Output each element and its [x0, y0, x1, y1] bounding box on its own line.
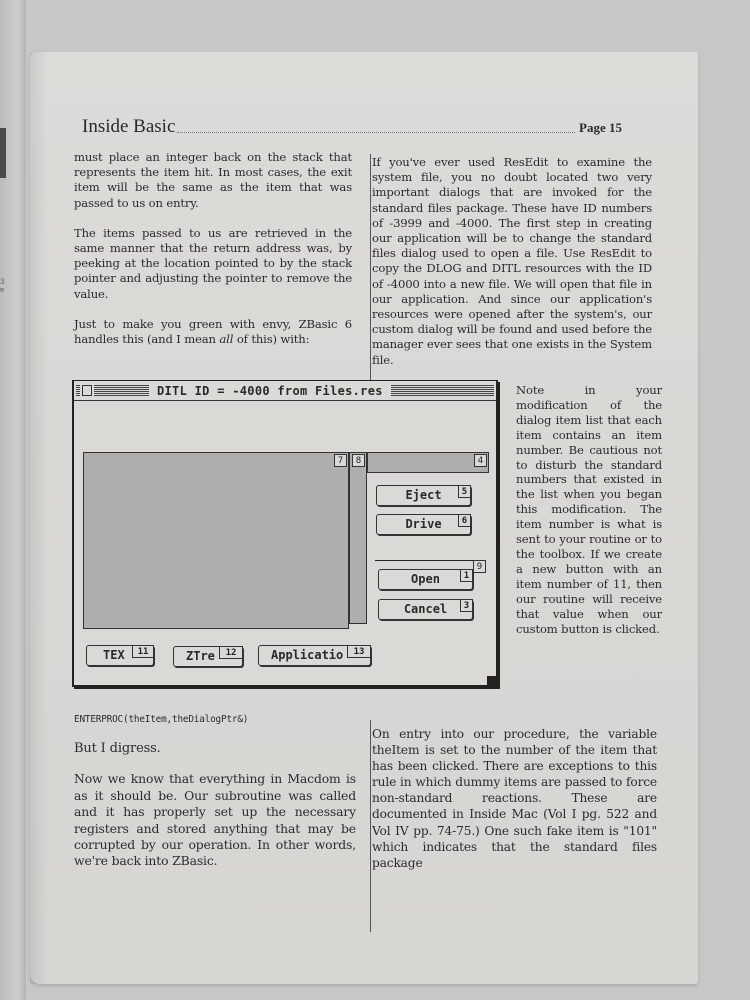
cancel-button: Cancel 3 [378, 599, 473, 620]
window-titlebar [74, 381, 496, 401]
file-list-item [83, 452, 349, 629]
item-number: 9 [473, 560, 486, 573]
popup-menu-item [367, 452, 489, 473]
item-number: 12 [219, 646, 243, 659]
item-number: 11 [132, 645, 154, 658]
note-column [516, 383, 662, 651]
paragraph: On entry into our procedure, the variable theItem is set to the number of the item that has been clicked. There are exceptions to this rule in which dummy items are passed to force non-standard reactions. These are documented in Inside Mac (Vol I pg. 522 and Vol IV pp. 74-75.) One such fake item is "101" which indicates that the standard files package [372, 727, 657, 870]
titlebar-stripes [391, 385, 494, 396]
item-number: 6 [458, 514, 471, 527]
paragraph: Now we know that everything in Macdom is as it should be. Our subroutine was called and it has properly set up the necessary registers and stored anything that may be corrupted by our operation. In other words, we're back into ZBasic. [74, 771, 356, 869]
item-number: 5 [458, 485, 471, 498]
header-dotted-rule [177, 132, 575, 133]
left-column-bottom [74, 712, 356, 885]
window-title: DITL ID = -4000 from Files.res [157, 383, 383, 398]
ditl-dialog-figure [72, 380, 498, 687]
item-number: 1 [460, 569, 473, 582]
adjacent-page-edge [0, 0, 26, 1000]
eject-button: Eject 5 [376, 485, 471, 506]
adjacent-page-mark [0, 128, 6, 178]
scroll-bar-item [349, 452, 367, 624]
page-number: Page 15 [579, 120, 622, 135]
open-button: Open 1 [378, 569, 473, 590]
paragraph: If you've ever used ResEdit to examine the system file, you no doubt located two very important dialogs that are invoked for the standard files package. These have ID numbers of -3999 and -4000. The first step in creating our application will be to change the standard files dialog used to open a file. Use ResEdit to copy the DLOG and DITL resources with the ID of -4000 into a new file. We will open that file in our application. And since our application's resources were opened after the system's, our custom dialog will be found and used before the manager ever sees that one exists in the System file. [372, 155, 652, 367]
titlebar-stripes [76, 385, 80, 396]
separator-line [375, 560, 473, 561]
aside-text: But I digress. [74, 741, 161, 757]
page-title: Inside Basic [82, 116, 176, 137]
paragraph: The items passed to us are retrieved in the same manner that the return address was, by peeking at the location pointed to by the stack pointer and adjusting the pointer to remove the value. [74, 225, 352, 301]
paragraph: must place an integer back on the stack that represents the item hit. In most cases, the exit item will be the same as the item that was passed to us on entry. [74, 150, 352, 210]
emphasis: all [219, 332, 234, 347]
titlebar-stripes [94, 385, 149, 396]
magazine-page [30, 52, 698, 984]
code-line: ENTERPROC(theItem,theDialogPtr&) [74, 714, 249, 725]
page-header [82, 112, 622, 138]
item-number: 8 [352, 454, 365, 467]
paragraph-envy: Just to make you green with envy, ZBasic 6 handles this (and I mean all of this) with: [74, 316, 352, 347]
paragraph: Note in your modification of the dialog item list that each item contains an item number. Be cautious not to disturb the standard numbers that existed in the list when you began this modification. The item number is what is sent to your routine or to the toolbox. If we create a new button with an item number of 11, then our routine will receive that value when our custom button is clicked. [516, 383, 662, 636]
close-box-icon [82, 385, 92, 396]
ztree-button: ZTre 12 [173, 646, 243, 667]
column-divider [370, 720, 371, 932]
item-number: 3 [460, 599, 473, 612]
right-column-top [372, 155, 652, 383]
item-number: 7 [334, 454, 347, 467]
left-column-top [74, 150, 352, 362]
application-button: Applicatio 13 [258, 645, 371, 666]
item-number: 4 [474, 454, 487, 467]
adjacent-page-text-fragment: 3 e [0, 278, 5, 294]
size-box-icon [487, 676, 498, 687]
drive-button: Drive 6 [376, 514, 471, 535]
right-column-bottom [372, 726, 657, 886]
item-number: 13 [347, 645, 371, 658]
text-file-button: TEX 11 [86, 645, 154, 666]
